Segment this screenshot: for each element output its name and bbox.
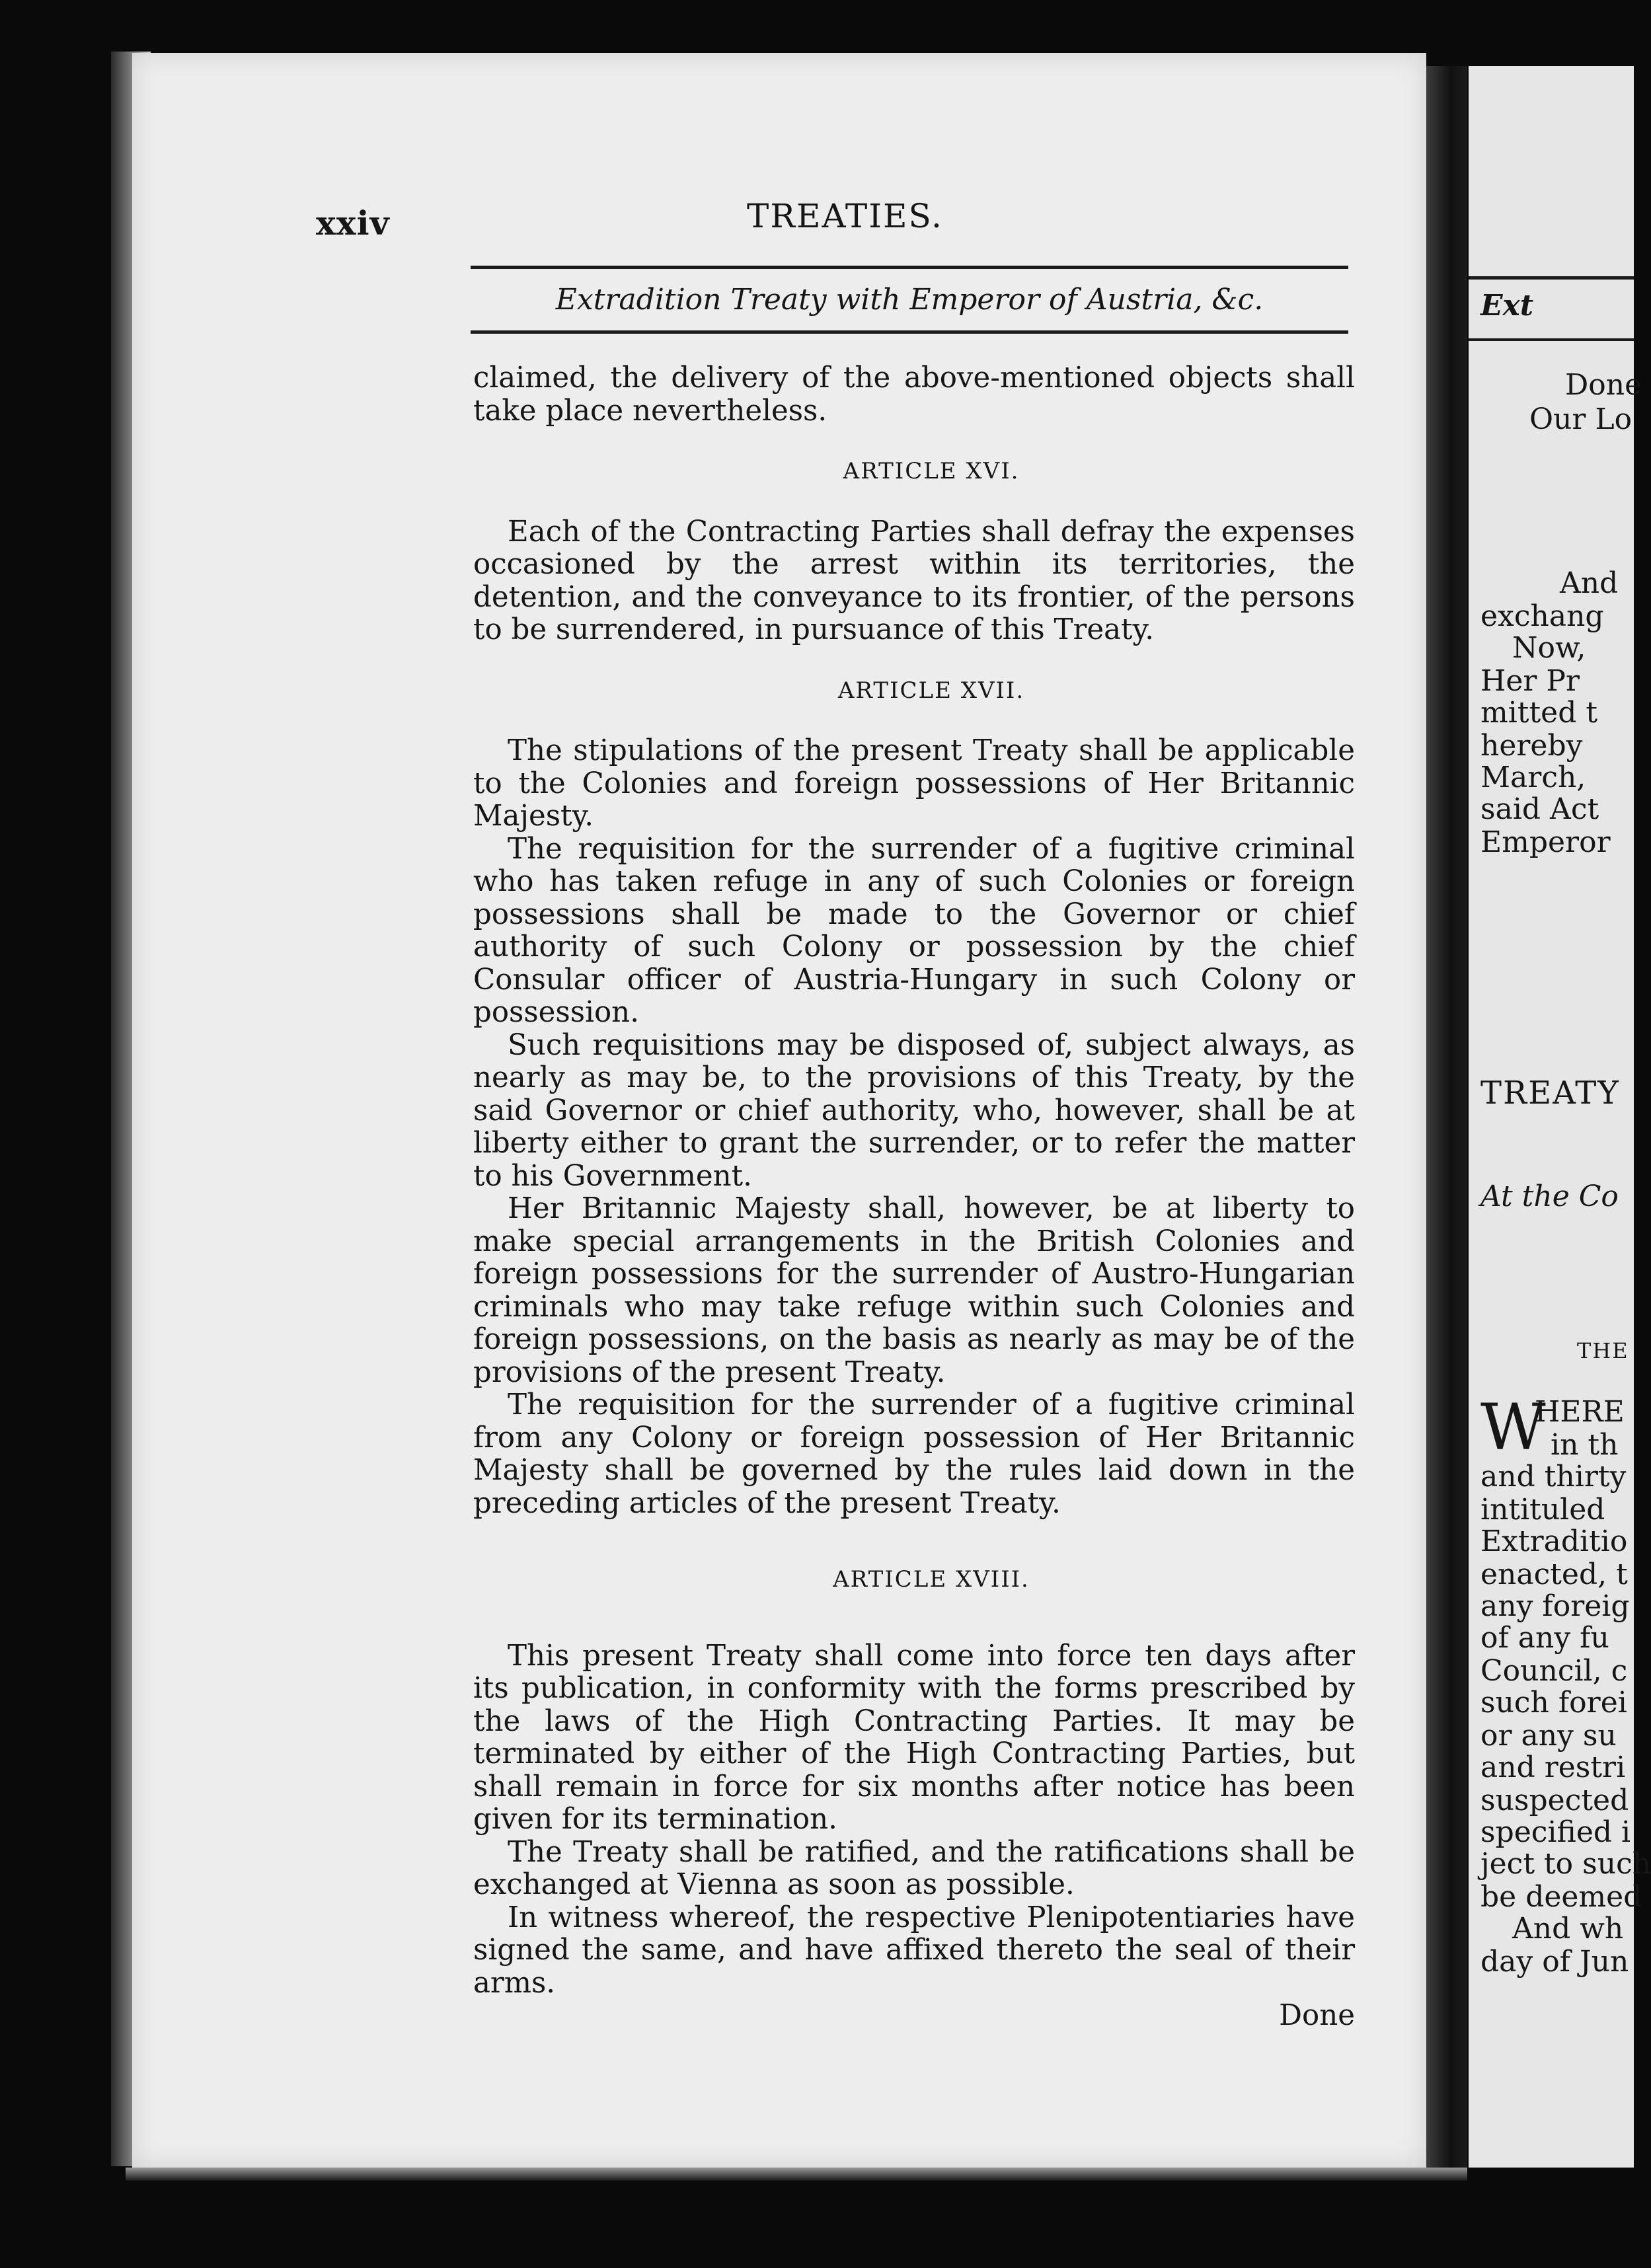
facing-line: in th xyxy=(1551,1428,1619,1462)
facing-header-rule-bottom xyxy=(1469,338,1634,341)
paragraph: In witness whereof, the respective Plenipotentiaries have signed the same, and have affixed thereto the seal of their arms. xyxy=(473,1901,1355,2000)
paragraph: The requisition for the surrender of a fugitive criminal who has taken refuge in any of such Colonies or foreign possessions shall be made to the Governor or chief authority of such Colony or possession by the chief Consular officer of Austria-Hungary in such Colony or possession. xyxy=(473,832,1355,1029)
facing-italic-line: At the Co xyxy=(1480,1180,1619,1213)
facing-line: Now, xyxy=(1512,631,1586,665)
article-heading-xviii: ARTICLE XVIII. xyxy=(833,1566,1030,1593)
paragraph: Her Britannic Majesty shall, however, be at liberty to make special arrangements in the British Colonies and foreign possessions for the surrender of Austro-Hungarian criminals who may take refuge within such Colonies and foreign possessions, on the basis as nearly as may be of the provisions of the present Treaty. xyxy=(473,1192,1355,1389)
article-heading-xvii: ARTICLE XVII. xyxy=(837,677,1025,704)
facing-line: And xyxy=(1560,566,1619,600)
facing-line: Done xyxy=(1565,368,1642,402)
catchword: Done xyxy=(1279,1999,1355,2032)
facing-line: such forei xyxy=(1480,1686,1627,1720)
paragraph: Each of the Contracting Parties shall defray the expenses occasioned by the arrest within its territories, the detention, and the conveyance to its frontier, of the persons to be surrendered, in pursuance of this Treaty. xyxy=(473,515,1355,646)
article-heading-xvi: ARTICLE XVI. xyxy=(843,458,1020,484)
running-subtitle: Extradition Treaty with Emperor of Austria, &c. xyxy=(555,283,1264,317)
facing-line: intituled xyxy=(1480,1493,1605,1527)
header-rule-bottom xyxy=(471,330,1348,334)
paragraph: Such requisitions may be disposed of, subject always, as nearly as may be, to the provisions of this Treaty, by the said Governor or chief authority, who, however, shall be at liberty either to grant the surrender, or to refer the matter to his Government. xyxy=(473,1028,1355,1193)
header-rule-top xyxy=(471,266,1348,269)
paragraph: The stipulations of the present Treaty shall be applicable to the Colonies and foreign possessions of Her Britannic Majesty. xyxy=(473,734,1355,833)
facing-header-rule-top xyxy=(1469,276,1634,280)
facing-header-fragment: Ext xyxy=(1480,289,1534,322)
facing-line: exchang xyxy=(1480,599,1604,633)
paragraph: This present Treaty shall come into force ten days after its publication, in conformity with the forms prescribed by the laws of the High Contracting Parties. It may be terminated by either of the High Contracting Parties, but shall remain in force for six months after notice has been given for its termination. xyxy=(473,1639,1355,1836)
continuation-paragraph: claimed, the delivery of the above-mentioned objects shall take place nevertheless. xyxy=(473,361,1355,428)
facing-line: Council, c xyxy=(1480,1654,1628,1688)
facing-line: any foreig xyxy=(1480,1589,1630,1623)
facing-line: HERE xyxy=(1535,1395,1625,1429)
facing-line: of any fu xyxy=(1480,1621,1609,1655)
facing-line: Our Lo xyxy=(1529,402,1632,436)
facing-line: mitted t xyxy=(1480,696,1598,730)
facing-treaty-heading: TREATY xyxy=(1480,1075,1620,1112)
paragraph: The Treaty shall be ratified, and the ratifications shall be exchanged at Vienna as soon as possible. xyxy=(473,1835,1355,1901)
facing-dropcap: W xyxy=(1480,1390,1546,1464)
facing-line: Emperor xyxy=(1480,825,1611,859)
facing-line: enacted, t xyxy=(1480,1558,1628,1591)
facing-line: day of Jun xyxy=(1480,1945,1629,1979)
running-title: TREATIES. xyxy=(747,197,943,235)
facing-small-caps: THE xyxy=(1577,1338,1629,1363)
book-gutter xyxy=(1426,66,1467,2168)
facing-line: And wh xyxy=(1512,1912,1624,1946)
facing-line: Her Pr xyxy=(1480,664,1580,698)
facing-page xyxy=(1469,66,1651,2168)
facing-line: March, xyxy=(1480,761,1586,794)
facing-line: and restri xyxy=(1480,1751,1626,1784)
facing-line: specified i xyxy=(1480,1815,1631,1849)
page-number: xxiv xyxy=(316,204,390,243)
facing-line: hereby xyxy=(1480,729,1583,763)
facing-line: or any su xyxy=(1480,1719,1617,1753)
paragraph: The requisition for the surrender of a fugitive criminal from any Colony or foreign possession of Her Britannic Majesty shall be governed by the rules laid down in the preceding articles of the present Treaty. xyxy=(473,1388,1355,1520)
facing-line: be deemed xyxy=(1480,1880,1642,1914)
facing-line: and thirty xyxy=(1480,1460,1627,1493)
facing-line: said Act xyxy=(1480,792,1599,826)
page-bottom-edge xyxy=(126,2168,1467,2181)
facing-line: Extraditio xyxy=(1480,1525,1628,1558)
facing-line: suspected xyxy=(1480,1784,1629,1817)
facing-line: ject to such xyxy=(1480,1847,1651,1881)
text-column xyxy=(473,362,1355,2033)
